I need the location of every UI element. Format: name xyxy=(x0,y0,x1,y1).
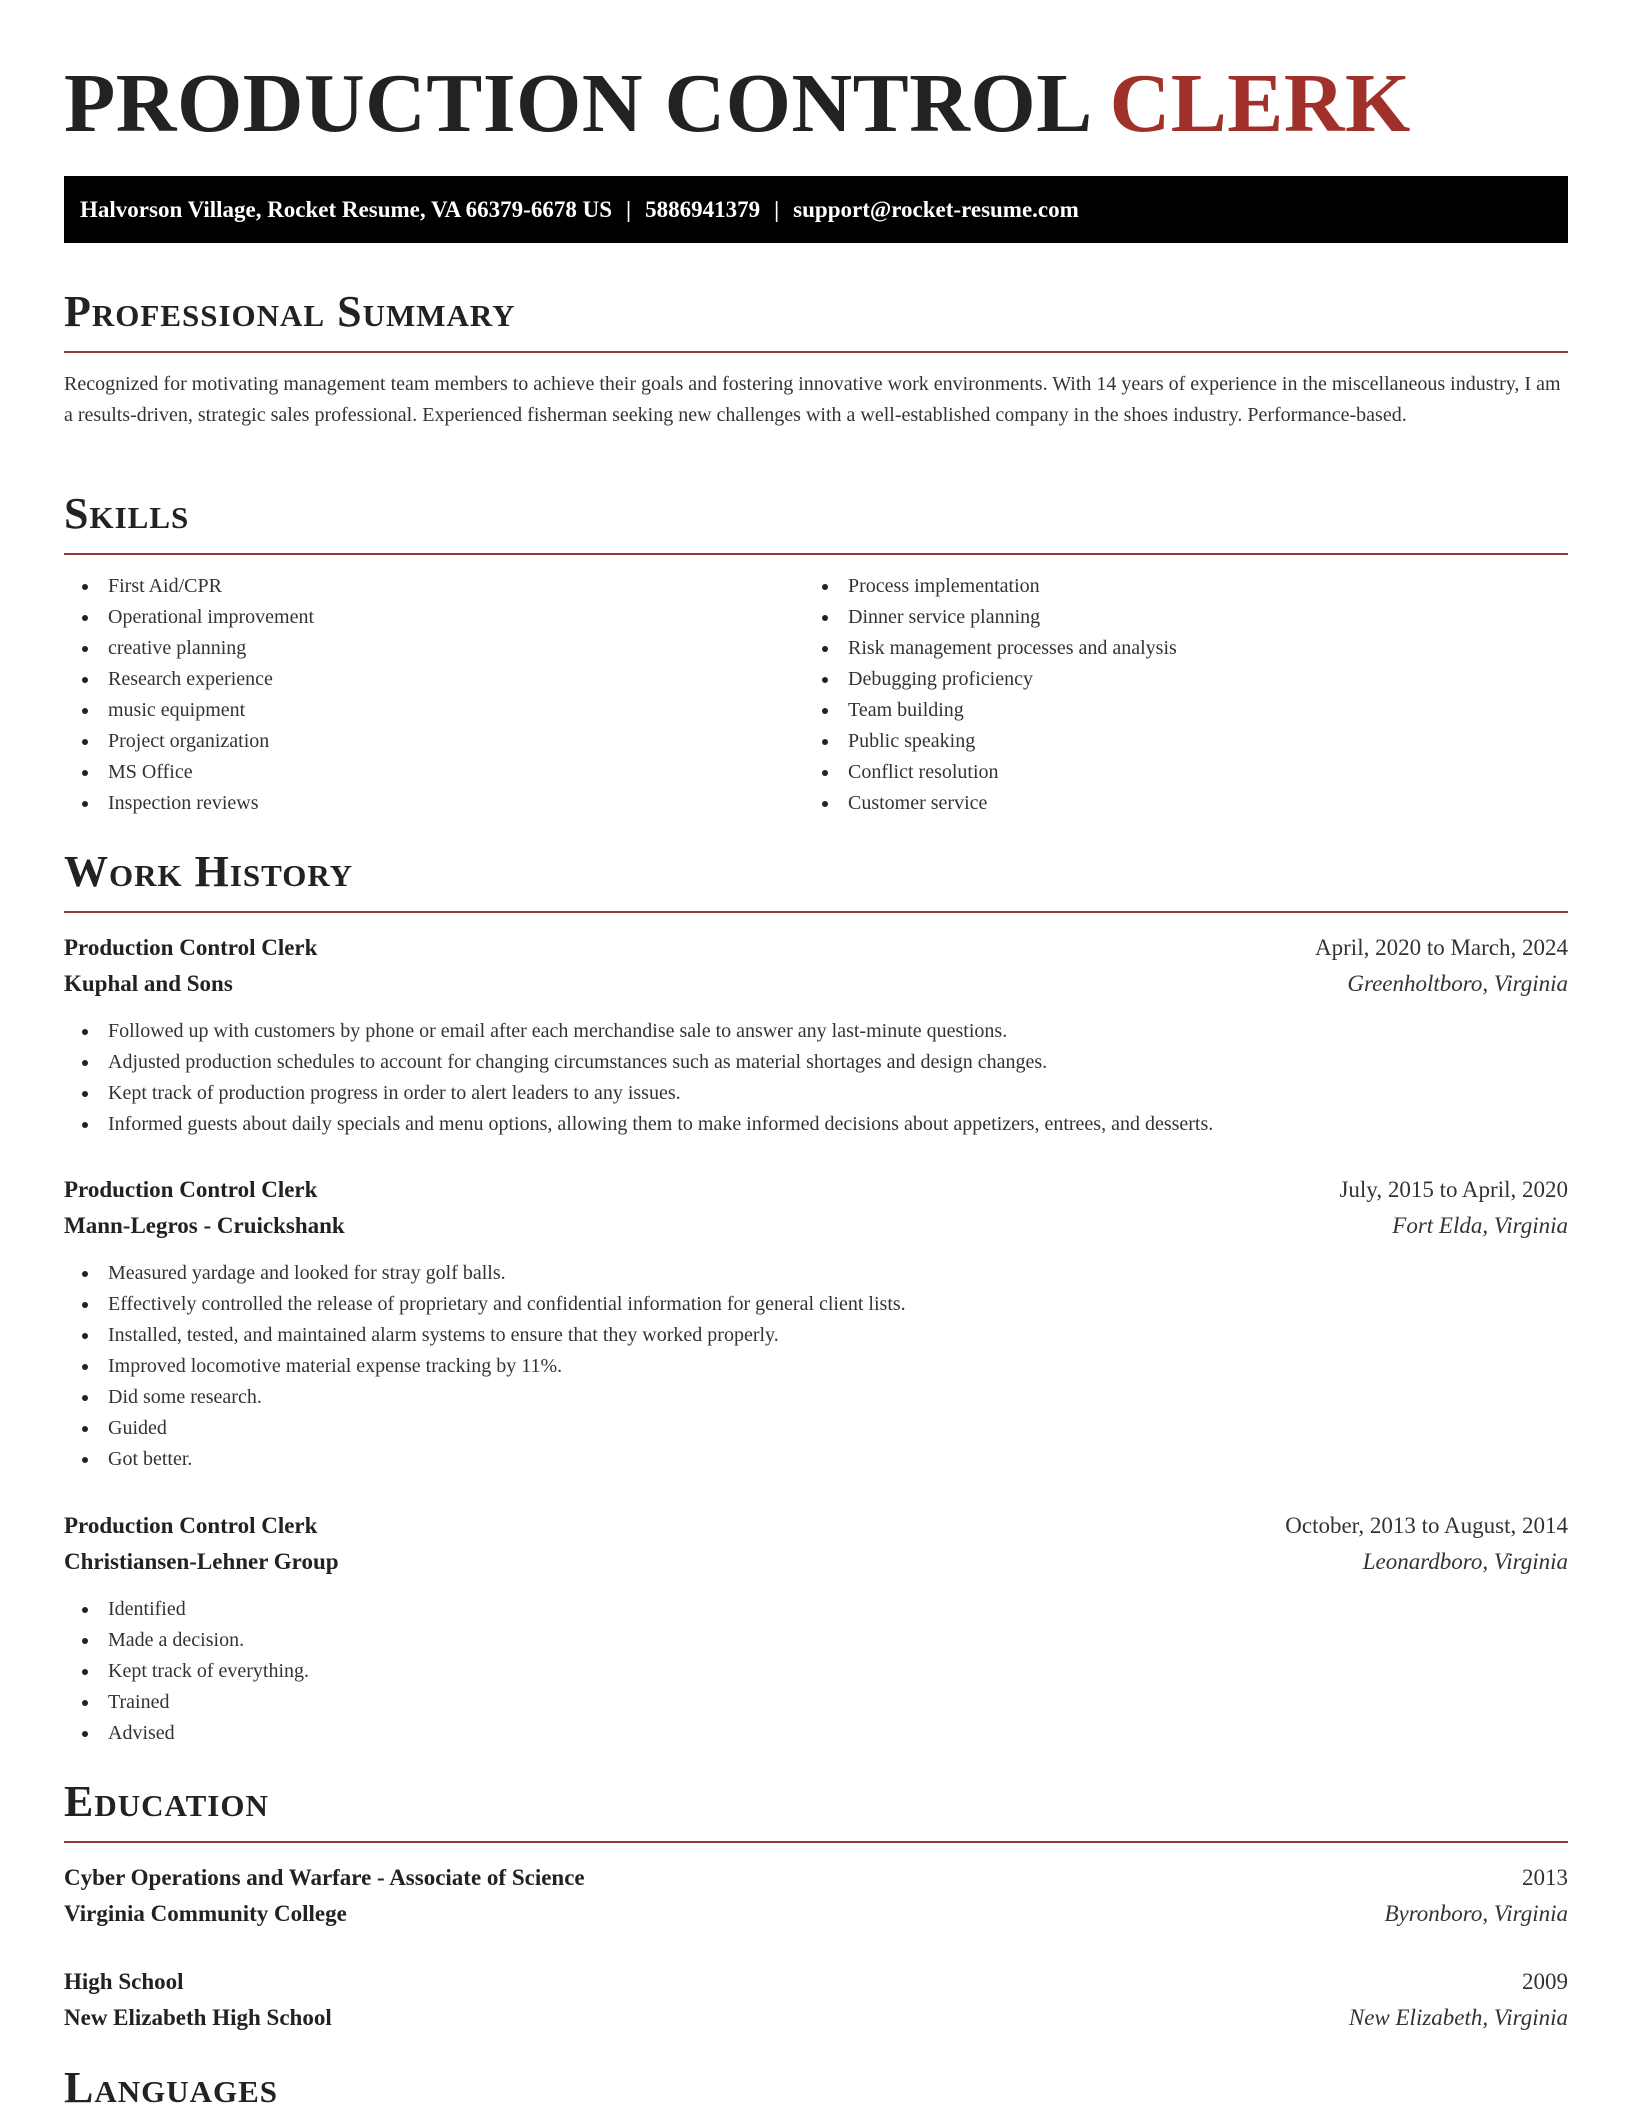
skill-item: Research experience xyxy=(64,664,764,695)
skill-item: Process implementation xyxy=(804,571,1564,602)
job-duty: Got better. xyxy=(64,1444,1568,1475)
skill-item: First Aid/CPR xyxy=(64,571,764,602)
job-company: Kuphal and Sons xyxy=(64,971,233,996)
education-year: 2013 xyxy=(1522,1865,1568,1890)
skill-item: Conflict resolution xyxy=(804,757,1564,788)
job-duty: Informed guests about daily specials and menu options, allowing them to make informed decisions about appetizers, entrees, and desserts. xyxy=(64,1109,1568,1140)
job-duty: Advised xyxy=(64,1718,1568,1749)
job-duty: Measured yardage and looked for stray golf balls. xyxy=(64,1258,1568,1289)
job-header xyxy=(64,1172,1568,1208)
education-degree: High School xyxy=(64,1969,184,1994)
job-dates: April, 2020 to March, 2024 xyxy=(1315,935,1568,960)
summary-text: Recognized for motivating management team members to achieve their goals and fostering innovative work environments. With 14 years of experience in the miscellaneous industry, I am a results-driven, strategic sales professional. Experienced fisherman seeking new challenges with a well-established company in the shoes industry. Performance-based. xyxy=(64,373,1561,426)
job-title: Production Control Clerk xyxy=(64,935,318,960)
section-divider xyxy=(64,911,1568,913)
skill-item: Project organization xyxy=(64,726,764,757)
skill-item: Public speaking xyxy=(804,726,1564,757)
contact-address: Halvorson Village, Rocket Resume, VA 66379-6678 US xyxy=(80,197,612,222)
languages-heading: Languages xyxy=(64,2063,279,2112)
job-duty: Did some research. xyxy=(64,1382,1568,1413)
job-location: Fort Elda, Virginia xyxy=(1392,1213,1568,1238)
job-company-row xyxy=(64,1544,1568,1580)
job-duty: Made a decision. xyxy=(64,1625,1568,1656)
education-school-row xyxy=(64,2000,1568,2036)
skill-item: Risk management processes and analysis xyxy=(804,633,1564,664)
job-duty: Kept track of production progress in order to alert leaders to any issues. xyxy=(64,1078,1568,1109)
job-duty: Kept track of everything. xyxy=(64,1656,1568,1687)
skill-item: Operational improvement xyxy=(64,602,764,633)
skill-item: music equipment xyxy=(64,695,764,726)
job-duties xyxy=(64,1016,1568,1140)
job-header xyxy=(64,930,1568,966)
job-duty: Guided xyxy=(64,1413,1568,1444)
job-header xyxy=(64,1508,1568,1544)
skill-item: Inspection reviews xyxy=(64,788,764,819)
job-company: Christiansen-Lehner Group xyxy=(64,1549,339,1574)
job-title: Production Control Clerk xyxy=(64,1513,318,1538)
job-duties xyxy=(64,1594,1568,1749)
work-history-heading: Work History xyxy=(64,847,354,896)
contact-separator: | xyxy=(774,197,780,222)
job-location: Leonardboro, Virginia xyxy=(1362,1549,1568,1574)
education-school: Virginia Community College xyxy=(64,1901,347,1926)
job-duty: Identified xyxy=(64,1594,1568,1625)
contact-bar xyxy=(64,176,1568,243)
job-title: Production Control Clerk xyxy=(64,1177,318,1202)
title-main: PRODUCTION CONTROL xyxy=(64,57,1089,150)
job-company-row xyxy=(64,1208,1568,1244)
skill-item: creative planning xyxy=(64,633,764,664)
education-header xyxy=(64,1964,1568,2000)
education-degree: Cyber Operations and Warfare - Associate of Science xyxy=(64,1865,585,1890)
skill-item: MS Office xyxy=(64,757,764,788)
summary-heading: Professional Summary xyxy=(64,287,516,336)
job-duty: Improved locomotive material expense tracking by 11%. xyxy=(64,1351,1568,1382)
skill-item: Team building xyxy=(804,695,1564,726)
education-header xyxy=(64,1860,1568,1896)
contact-phone: 5886941379 xyxy=(645,197,761,222)
section-divider xyxy=(64,351,1568,353)
education-school-row xyxy=(64,1896,1568,1932)
skills-heading: Skills xyxy=(64,489,190,538)
job-duty: Effectively controlled the release of proprietary and confidential information for general client lists. xyxy=(64,1289,1568,1320)
education-heading: Education xyxy=(64,1777,269,1826)
job-location: Greenholtboro, Virginia xyxy=(1347,971,1568,996)
job-duty: Installed, tested, and maintained alarm systems to ensure that they worked properly. xyxy=(64,1320,1568,1351)
education-school: New Elizabeth High School xyxy=(64,2005,332,2030)
job-dates: July, 2015 to April, 2020 xyxy=(1339,1177,1568,1202)
education-location: Byronboro, Virginia xyxy=(1384,1901,1568,1926)
job-duty: Adjusted production schedules to account for changing circumstances such as material shortages and design changes. xyxy=(64,1047,1568,1078)
skills-list-right xyxy=(804,571,1564,819)
job-duties xyxy=(64,1258,1568,1475)
job-dates: October, 2013 to August, 2014 xyxy=(1285,1513,1568,1538)
skill-item: Debugging proficiency xyxy=(804,664,1564,695)
skill-item: Customer service xyxy=(804,788,1564,819)
contact-email: support@rocket-resume.com xyxy=(793,197,1079,222)
job-duty: Trained xyxy=(64,1687,1568,1718)
section-divider xyxy=(64,1841,1568,1843)
education-year: 2009 xyxy=(1522,1969,1568,1994)
skills-list-left xyxy=(64,571,764,819)
contact-separator: | xyxy=(626,197,632,222)
skill-item: Dinner service planning xyxy=(804,602,1564,633)
section-divider xyxy=(64,553,1568,555)
title-accent: CLERK xyxy=(1109,57,1411,150)
job-company: Mann-Legros - Cruickshank xyxy=(64,1213,345,1238)
job-duty: Followed up with customers by phone or email after each merchandise sale to answer any last-minute questions. xyxy=(64,1016,1568,1047)
resume-title xyxy=(64,58,1411,150)
education-location: New Elizabeth, Virginia xyxy=(1348,2005,1568,2030)
job-company-row xyxy=(64,966,1568,1002)
